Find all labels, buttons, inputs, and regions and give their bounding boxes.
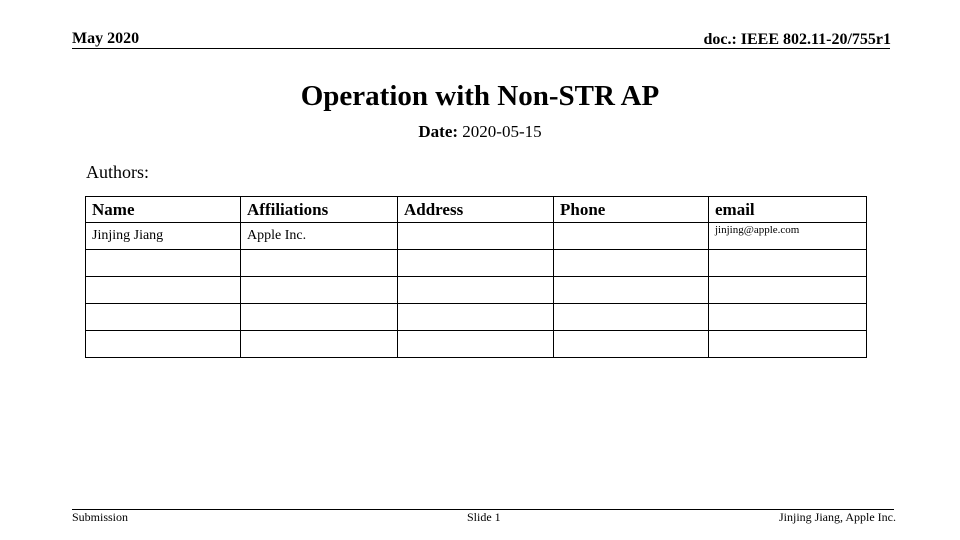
cell-name bbox=[86, 250, 241, 277]
cell-email bbox=[709, 304, 867, 331]
cell-name: Jinjing Jiang bbox=[86, 223, 241, 250]
footer-submission: Submission bbox=[72, 510, 129, 524]
table-row bbox=[86, 250, 867, 277]
header-doc-id: doc.: IEEE 802.11-20/755r1 bbox=[703, 31, 891, 48]
date-label: Date: bbox=[418, 122, 459, 141]
authors-table bbox=[85, 196, 867, 358]
table-row bbox=[86, 223, 867, 250]
header-email: email bbox=[709, 197, 867, 223]
table-header-row bbox=[86, 197, 867, 223]
slide-title: Operation with Non-STR AP bbox=[300, 80, 660, 112]
header-affiliations: Affiliations bbox=[241, 197, 398, 223]
cell-name bbox=[86, 277, 241, 304]
header-phone: Phone bbox=[554, 197, 709, 223]
cell-phone bbox=[554, 250, 709, 277]
header-name: Name bbox=[86, 197, 241, 223]
cell-affiliation bbox=[241, 277, 398, 304]
cell-phone bbox=[554, 331, 709, 358]
cell-email bbox=[709, 277, 867, 304]
header-date: May 2020 bbox=[72, 30, 140, 47]
cell-name bbox=[86, 304, 241, 331]
cell-affiliation bbox=[241, 250, 398, 277]
date-line bbox=[0, 122, 960, 142]
cell-email bbox=[709, 250, 867, 277]
footer-slide-number: Slide 1 bbox=[467, 510, 501, 524]
cell-address bbox=[398, 223, 554, 250]
table-row bbox=[86, 277, 867, 304]
cell-phone bbox=[554, 304, 709, 331]
cell-name bbox=[86, 331, 241, 358]
table-row bbox=[86, 331, 867, 358]
cell-phone bbox=[554, 277, 709, 304]
cell-address bbox=[398, 304, 554, 331]
cell-phone bbox=[554, 223, 709, 250]
header-divider bbox=[72, 48, 890, 49]
table-row bbox=[86, 304, 867, 331]
authors-label: Authors: bbox=[86, 162, 149, 182]
cell-address bbox=[398, 331, 554, 358]
cell-address bbox=[398, 277, 554, 304]
cell-affiliation bbox=[241, 304, 398, 331]
cell-affiliation: Apple Inc. bbox=[241, 223, 398, 250]
cell-address bbox=[398, 250, 554, 277]
header-address: Address bbox=[398, 197, 554, 223]
date-value: 2020-05-15 bbox=[462, 122, 542, 141]
cell-email: jinjing@apple.com bbox=[709, 223, 867, 250]
cell-email bbox=[709, 331, 867, 358]
footer-author: Jinjing Jiang, Apple Inc. bbox=[779, 510, 896, 524]
cell-affiliation bbox=[241, 331, 398, 358]
